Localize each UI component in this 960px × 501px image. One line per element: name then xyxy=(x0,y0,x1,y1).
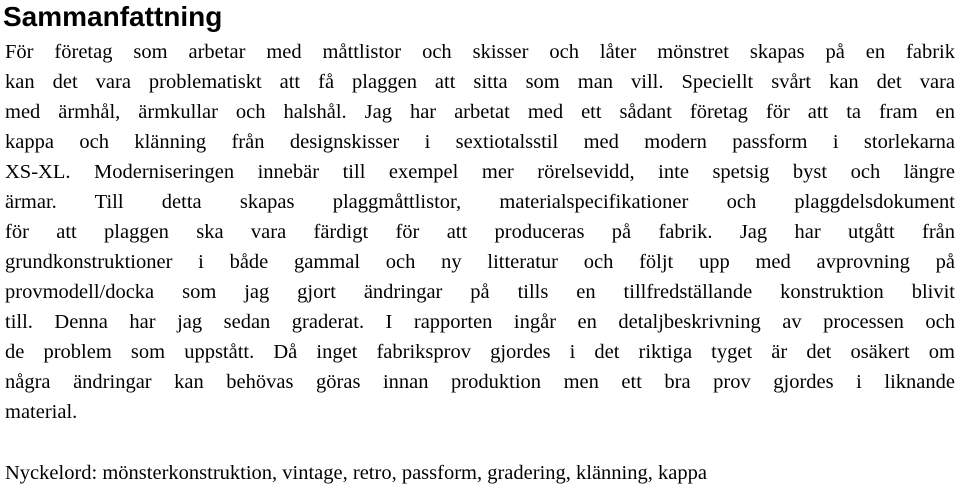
summary-line: provmodell/docka som jag gjort ändringar på tills en tillfredställande konstruktion blivit xyxy=(5,281,955,303)
keywords-line: Nyckelord: mönsterkonstruktion, vintage, retro, passform, gradering, klänning, kappa xyxy=(5,462,707,484)
summary-line: ärmar. Till detta skapas plaggmåttlistor, materialspecifikationer och plaggdelsdokument xyxy=(5,191,955,213)
summary-line: grundkonstruktioner i både gammal och ny litteratur och följt upp med avprovning på xyxy=(5,251,955,273)
summary-line: kappa och klänning från designskisser i sextiotalsstil med modern passform i storlekarna xyxy=(5,131,955,153)
summary-line: kan det vara problematiskt att få plaggen att sitta som man vill. Speciellt svårt kan det vara xyxy=(5,71,955,93)
summary-line: några ändringar kan behövas göras innan produktion men ett bra prov gjordes i liknande xyxy=(5,371,955,393)
summary-line: för att plaggen ska vara färdigt för att produceras på fabrik. Jag har utgått från xyxy=(5,221,955,243)
summary-line: till. Denna har jag sedan graderat. I rapporten ingår en detaljbeskrivning av processen och xyxy=(5,311,955,333)
summary-line: med ärmhål, ärmkullar och halshål. Jag har arbetat med ett sådant företag för att ta fram en xyxy=(5,101,955,123)
page-title: Sammanfattning xyxy=(3,1,223,32)
summary-line: de problem som uppstått. Då inget fabriksprov gjordes i det riktiga tyget är det osäkert om xyxy=(5,341,955,363)
summary-line: För företag som arbetar med måttlistor och skisser och låter mönstret skapas på en fabrik xyxy=(5,41,955,63)
summary-line: XS-XL. Moderniseringen innebär till exempel mer rörelsevidd, inte spetsig byst och längre xyxy=(5,161,955,183)
summary-line: material. xyxy=(5,401,78,423)
